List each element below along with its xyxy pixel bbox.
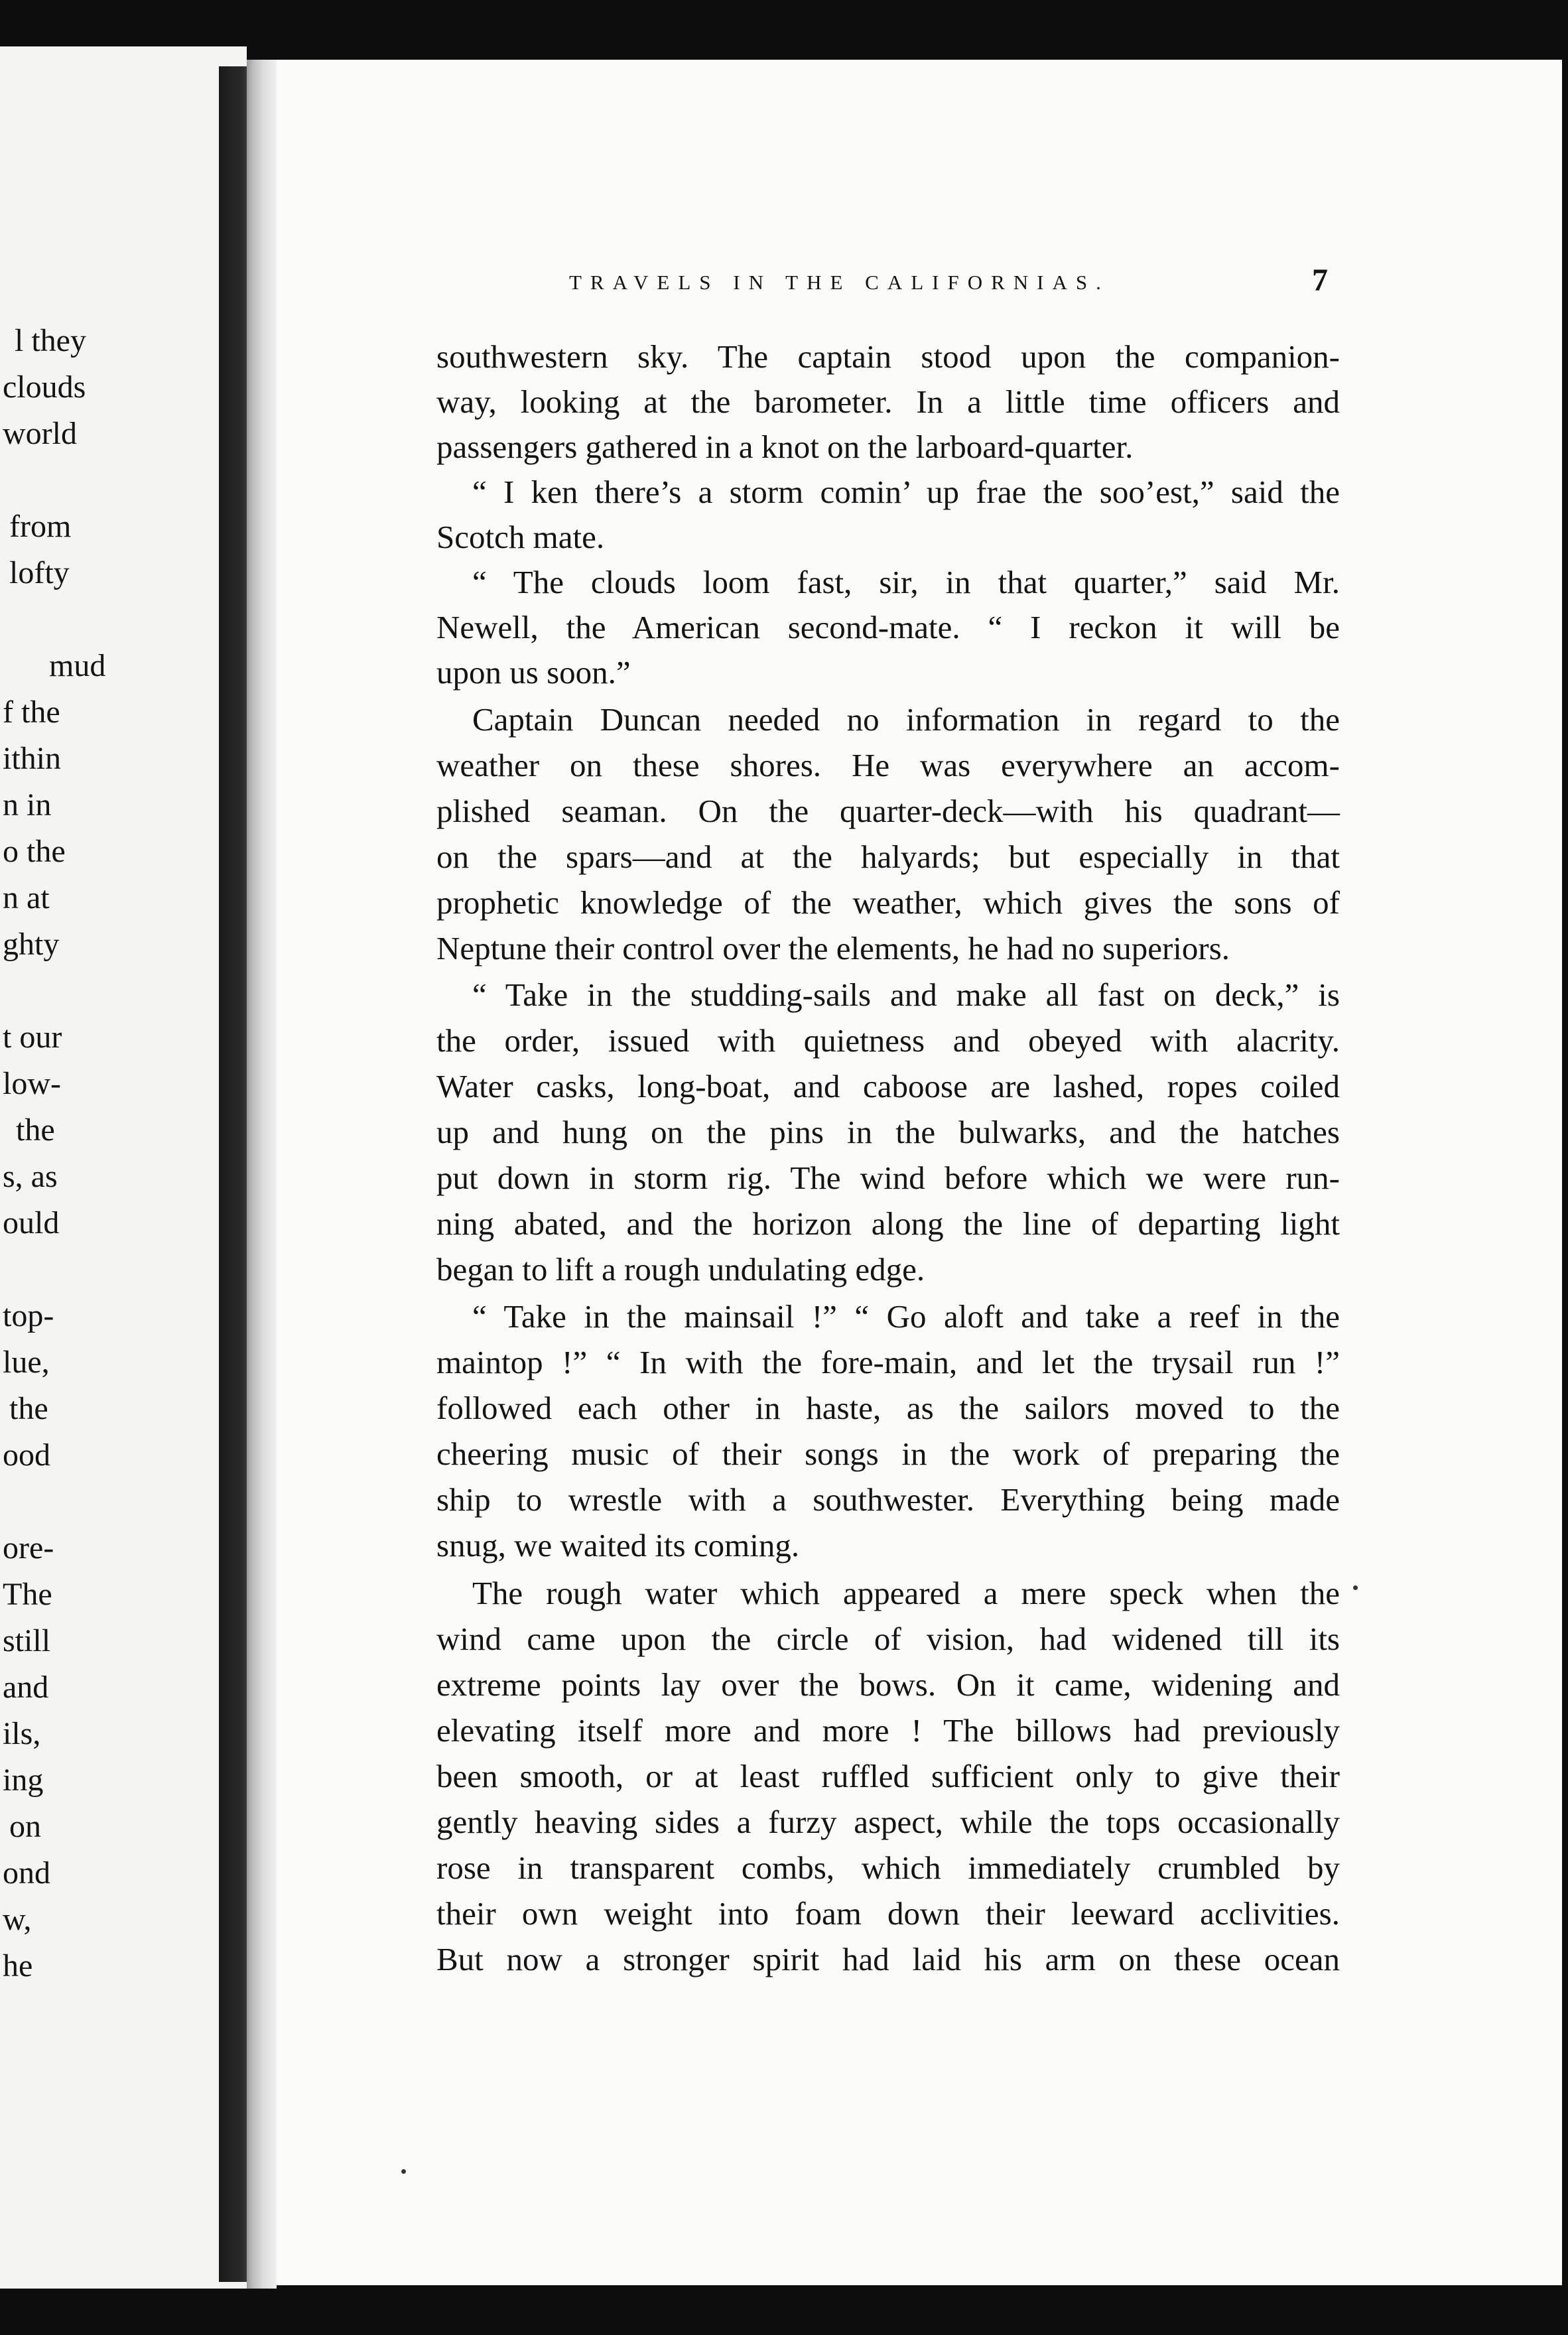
text-line: “ Take in the mainsail !” “ Go aloft and take a reef in the xyxy=(472,1298,1340,1335)
left-page-line: lofty xyxy=(9,555,70,590)
left-page-line: the xyxy=(9,1391,48,1426)
page-number: 7 xyxy=(1312,263,1328,298)
left-page-line: ghty xyxy=(3,927,60,962)
text-line: their own weight into foam down their leeward acclivities. xyxy=(436,1895,1340,1932)
text-line: on the spars—and at the halyards; but especially in that xyxy=(436,838,1340,875)
text-line: been smooth, or at least ruffled sufficient only to give their xyxy=(436,1758,1340,1794)
text-line: passengers gathered in a knot on the larboard-quarter. xyxy=(436,429,1134,465)
text-line: way, looking at the barometer. In a little time officers and xyxy=(436,383,1340,420)
left-page xyxy=(0,46,247,2289)
text-line: Scotch mate. xyxy=(436,519,605,555)
text-line: upon us soon.” xyxy=(436,654,631,691)
left-page-line: t our xyxy=(3,1020,62,1055)
text-line: southwestern sky. The captain stood upon the companion- xyxy=(436,338,1340,375)
text-line: snug, we waited its coming. xyxy=(436,1527,800,1564)
left-page-line: he xyxy=(3,1948,33,1983)
left-page-line: low- xyxy=(3,1066,61,1101)
text-line: ning abated, and the horizon along the line of departing light xyxy=(436,1205,1340,1242)
left-page-line: still xyxy=(3,1623,51,1658)
text-line: gently heaving sides a furzy aspect, while the tops occasionally xyxy=(436,1804,1340,1840)
left-page-line: ood xyxy=(3,1437,50,1473)
text-line: prophetic knowledge of the weather, which gives the sons of xyxy=(436,884,1340,921)
text-line: wind came upon the circle of vision, had widened till its xyxy=(436,1621,1340,1657)
left-page-line: ithin xyxy=(3,741,62,776)
left-page-line: from xyxy=(9,509,72,544)
left-page-line: clouds xyxy=(3,369,86,405)
left-page-line: ould xyxy=(3,1205,60,1240)
left-page-line: ils, xyxy=(3,1716,41,1751)
left-page-line: f the xyxy=(3,695,60,730)
text-line: The rough water which appeared a mere speck when the xyxy=(472,1575,1340,1611)
left-page-line: The xyxy=(3,1577,52,1612)
text-line: put down in storm rig. The wind before which we were run- xyxy=(436,1160,1340,1196)
left-page-line: top- xyxy=(3,1298,54,1333)
running-title: TRAVELS IN THE CALIFORNIAS. xyxy=(569,271,1110,294)
text-line: up and hung on the pins in the bulwarks, and the hatches xyxy=(436,1114,1340,1150)
left-page-line: n at xyxy=(3,880,50,915)
text-line: Newell, the American second-mate. “ I reckon it will be xyxy=(436,609,1340,645)
text-line: But now a stronger spirit had laid his arm on these ocean xyxy=(436,1941,1340,1977)
left-page-line: s, as xyxy=(3,1159,58,1194)
left-page-line: and xyxy=(3,1670,49,1705)
text-line: Neptune their control over the elements, he had no superiors. xyxy=(436,930,1230,967)
left-page-line: ore- xyxy=(3,1530,54,1566)
left-page-line: o the xyxy=(3,834,66,869)
text-line: “ The clouds loom fast, sir, in that quarter,” said Mr. xyxy=(472,564,1340,600)
left-page-line: mud xyxy=(49,648,106,683)
text-line: “ I ken there’s a storm comin’ up frae the soo’est,” said the xyxy=(472,474,1340,510)
text-line: began to lift a rough undulating edge. xyxy=(436,1251,925,1288)
text-line: plished seaman. On the quarter-deck—with his quadrant— xyxy=(436,793,1340,829)
paper-speck xyxy=(401,2169,406,2174)
paper-speck xyxy=(1353,1585,1358,1590)
text-line: followed each other in haste, as the sailors moved to the xyxy=(436,1390,1340,1426)
text-line: rose in transparent combs, which immediately crumbled by xyxy=(436,1849,1340,1886)
text-line: elevating itself more and more ! The billows had previously xyxy=(436,1712,1340,1749)
left-page-line: n in xyxy=(3,787,52,823)
text-line: ship to wrestle with a southwester. Everything being made xyxy=(436,1481,1340,1518)
page-gutter xyxy=(247,60,277,2289)
text-line: Water casks, long-boat, and caboose are lashed, ropes coiled xyxy=(436,1068,1340,1104)
left-page-line: ing xyxy=(3,1763,44,1798)
left-page-line: world xyxy=(3,416,77,451)
left-page-line: on xyxy=(9,1809,41,1844)
left-page-line: lue, xyxy=(3,1345,50,1380)
text-line: the order, issued with quietness and obeyed with alacrity. xyxy=(436,1022,1340,1059)
left-page-line: w, xyxy=(3,1902,32,1937)
text-line: cheering music of their songs in the work of preparing the xyxy=(436,1435,1340,1472)
text-line: Captain Duncan needed no information in regard to the xyxy=(472,701,1340,738)
left-page-line: l they xyxy=(15,323,86,358)
left-page-line: the xyxy=(16,1112,55,1148)
text-line: maintop !” “ In with the fore-main, and let the trysail run !” xyxy=(436,1344,1340,1380)
text-line: “ Take in the studding-sails and make all fast on deck,” is xyxy=(472,976,1340,1013)
text-line: extreme points lay over the bows. On it came, widening and xyxy=(436,1666,1340,1703)
text-line: weather on these shores. He was everywhere an accom- xyxy=(436,747,1340,783)
left-page-line: ond xyxy=(3,1855,50,1891)
